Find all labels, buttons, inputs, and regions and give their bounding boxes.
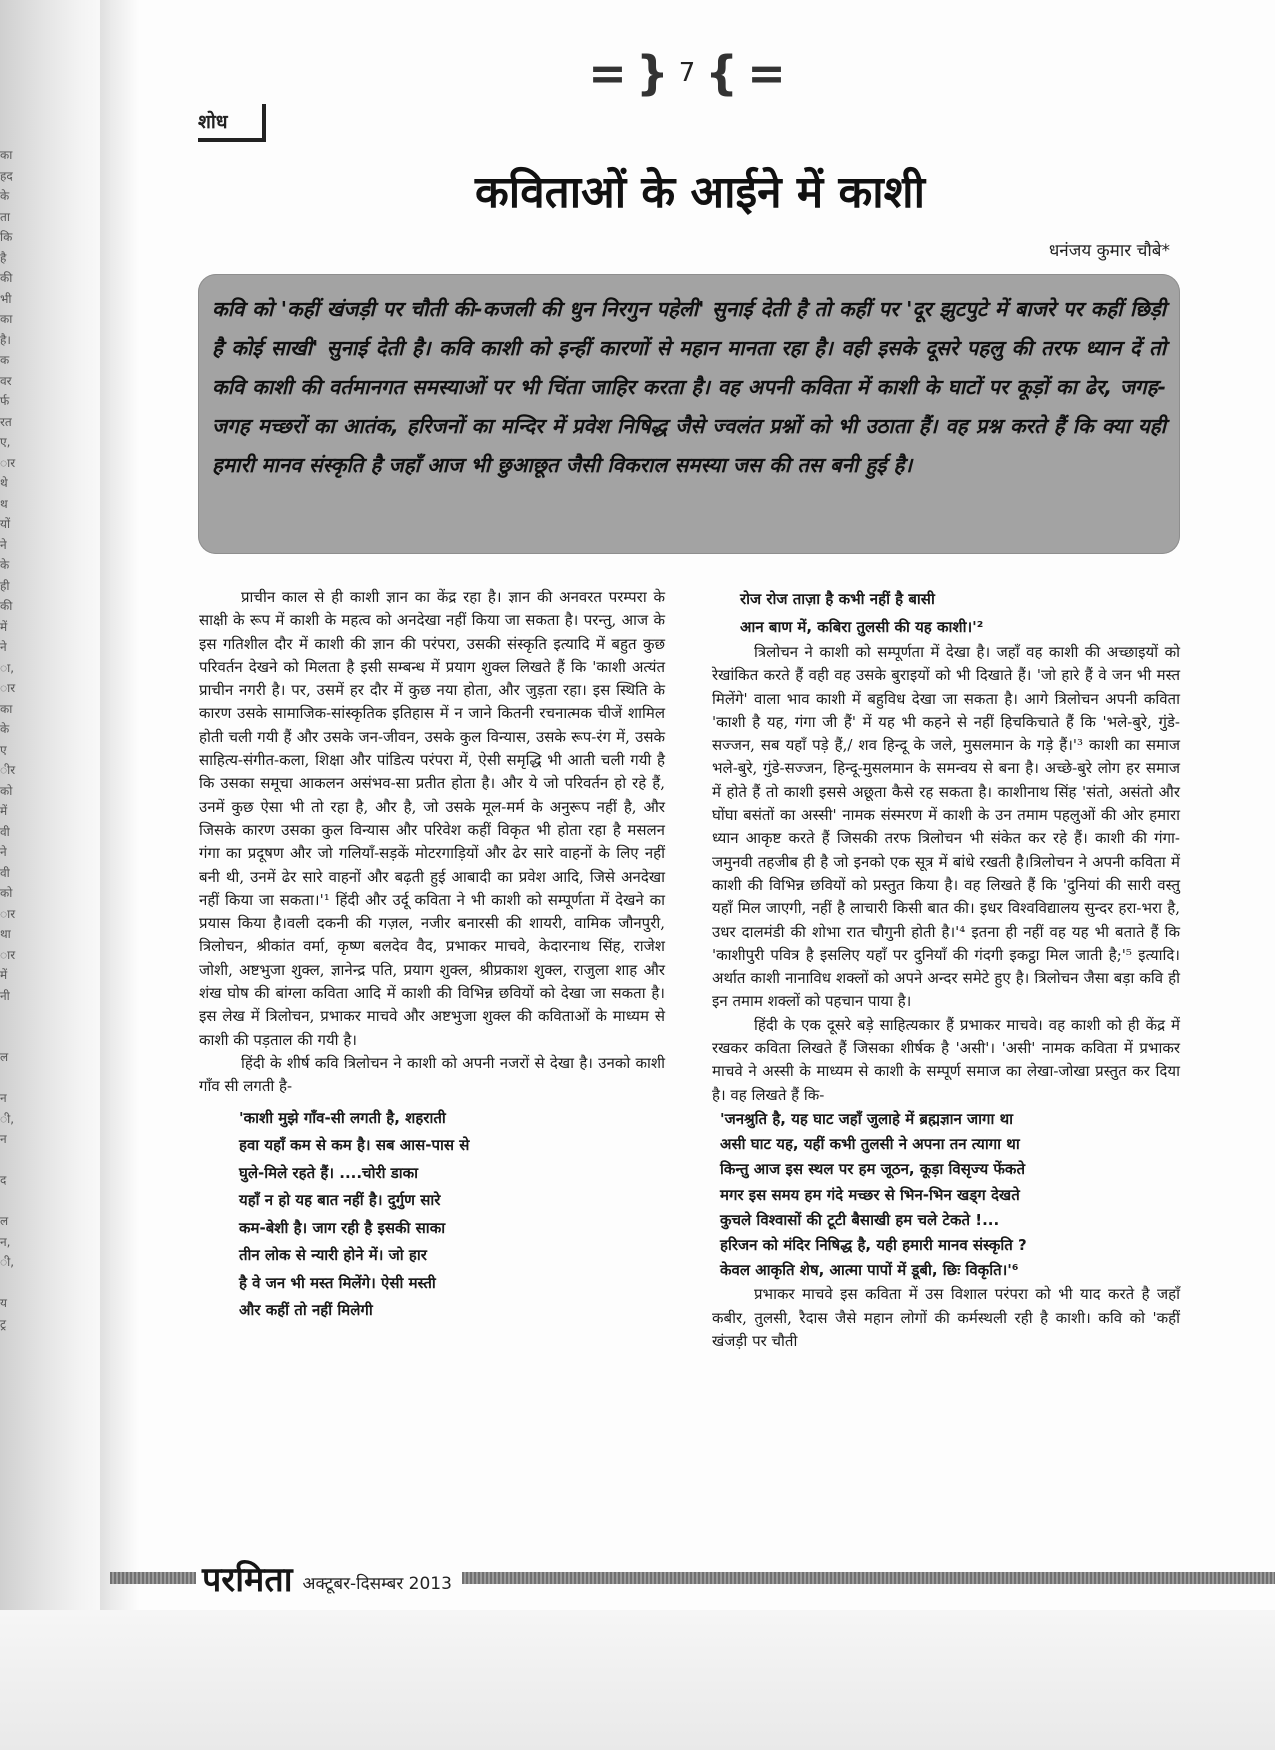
adjacent-page-fragment: के — [0, 189, 10, 203]
adjacent-page-fragment: वी — [0, 865, 10, 880]
gutter-shadow — [100, 0, 140, 1750]
adjacent-page-fragment: का — [0, 701, 13, 716]
poem-line: केवल आकृति शेष, आत्मा पापों में डूबी, छिः विकृति।'⁶ — [720, 1261, 1019, 1280]
adjacent-page-fragment: क — [0, 353, 10, 367]
adjacent-page-fragment: वर — [0, 373, 12, 388]
adjacent-page-fragment: वी — [0, 824, 10, 839]
adjacent-page-fragment: था — [0, 927, 11, 941]
adjacent-page-fragment: में — [0, 619, 8, 634]
poem-line: घुले-मिले रहते हैं। ....चोरी डाका — [239, 1163, 419, 1182]
right-paragraph-1: त्रिलोचन ने काशी को सम्पूर्णता में देखा है। जहाँ वह काशी की अच्छाइयों को रेखांकित करते हैं वही वह उसके बुराइयों को भी दिखाते हैं। 'जो हारे हैं वे जन भी मस्त मिलेंगे' वाला भाव काशी में बहुविध देखा जा सकता है। आगे त्रिलोचन अपनी कविता 'काशी है यह, गंगा जी हैं' में यह भी कहने से नहीं हिचकिचाते हैं कि 'भले-बुरे, गुंडे-सज्जन, सब यहाँ पड़े हैं,/ शव हिन्दू के जले, मुसलमान के गड़े हैं।'³ काशी का समाज भले-बुरे, गुंडे-सज्जन, हिन्दू-मुसलमान के समन्वय से बना है। अच्छे-बुरे लोग हर समाज में होते हैं तो काशी इससे अछूता कैसे रह सकता है। काशीनाथ सिंह 'संतो, असंतो और घोंघा बसंतों का अस्सी' नामक संस्मरण में काशी के उन तमाम पहलुओं की ओर हमारा ध्यान आकृष्ट करते हैं जिसकी तरफ त्रिलोचन भी संकेत कर रहे हैं। काशी की गंगा-जमुनवी तहजीब ही है जो इनको एक सूत्र में बांधे रखती है।त्रिलोचन ने अपनी कविता में काशी की विभिन्न छवियों को प्रस्तुत किया है। वह लिखते हैं कि 'दुनियां की सारी वस्तु यहाँ मिल जाएगी, नहीं है लाचारी किसी बात की। इधर विश्वविद्यालय सुन्दर हरा-भरा है, उधर दालमंडी की शोभा रात चौगुनी होती है।'⁴ इतना ही नहीं वह यह भी बताते हैं कि 'काशीपुरी पवित्र है इसलिए यहाँ पर दुनियाँ की गंदगी इकट्ठा मिल जाती है;'⁵ इत्यादि। अर्थात काशी नानाविध शक्लों को अपने अन्दर समेटे हुए है। त्रिलोचन जैसा बड़ा कवि ही इन तमाम शक्लों को पहचान पाया है। — [712, 643, 1180, 1011]
adjacent-page-fragment: में — [0, 968, 8, 982]
adjacent-page-fragment: के — [0, 722, 10, 736]
adjacent-page-fragment: यों — [0, 517, 11, 531]
section-label-bar — [262, 104, 266, 142]
adjacent-page-fragment: की — [0, 599, 13, 613]
adjacent-page-fragment — [0, 1068, 26, 1089]
magazine-brand: परमिता — [202, 1560, 293, 1600]
adjacent-page-fragment: ार — [0, 906, 16, 921]
right-column — [712, 586, 1180, 1353]
abstract-box — [198, 274, 1180, 554]
adjacent-page-fragment: ल — [0, 1050, 9, 1064]
adjacent-page-fragment: ने — [0, 845, 7, 859]
adjacent-page — [0, 0, 110, 1750]
adjacent-page-fragment: ी, — [0, 1255, 15, 1269]
page-number-left-ornament: = } — [588, 46, 669, 100]
scan-bottom-margin — [0, 1610, 1275, 1750]
adjacent-page-fragment: ने — [0, 537, 7, 552]
right-paragraph-3: प्रभाकर माचवे इस कविता में उस विशाल परंपरा को भी याद करते है जहाँ कबीर, तुलसी, रैदास जैसे महान लोगों की कर्मस्थली रही है काशी। कवि को 'कहीं खंजड़ी पर चौती — [712, 1285, 1180, 1350]
adjacent-page-fragment — [0, 1191, 26, 1212]
adjacent-page-fragment — [0, 1027, 26, 1048]
adjacent-page-fragment: का — [0, 312, 13, 326]
poem-line: कम-बेशी है। जाग रही है इसकी साका — [239, 1218, 446, 1237]
poem-line: 'जनश्रुति है, यह घाट जहाँ जुलाहे में ब्रह्मज्ञान जागा था — [720, 1109, 1014, 1128]
poem-line: हरिजन को मंदिर निषिद्ध है, यही हमारी मानव संस्कृति ? — [720, 1235, 1027, 1254]
adjacent-page-fragment: ता — [0, 209, 10, 224]
poem-line: रोज रोज ताज़ा है कभी नहीं है बासी — [740, 590, 935, 608]
adjacent-page-fragment: है — [0, 250, 7, 265]
adjacent-page-fragment: नी — [0, 988, 10, 1003]
adjacent-page-fragment: थे — [0, 476, 8, 490]
poem-line: 'काशी मुझे गाँव-सी लगती है, शहराती — [239, 1108, 446, 1127]
adjacent-page-fragment: ार — [0, 681, 16, 695]
adjacent-page-fragment: में — [0, 804, 8, 818]
adjacent-page-fragment: के — [0, 558, 10, 572]
abstract-text: कवि को 'कहीं खंजड़ी पर चौती की-कजली की धुन निरगुन पहेली' सुनाई देती है तो कहीं पर 'दूर झुटपुटे में बाजरे पर कहीं छिड़ी है कोई साखी' सुनाई देती है। कवि काशी को इन्हीं कारणों से महान मानता रहा है। वही इसके दूसरे पहलु की तरफ ध्यान दें तो कवि काशी की वर्तमानगत समस्याओं पर भी चिंता जाहिर करता है। वह अपनी कविता में काशी के घाटों पर कूड़ों का ढेर, जगह-जगह मच्छरों का आतंक, हरिजनों का मन्दिर में प्रवेश निषिद्ध जैसे ज्वलंत प्रश्नों को भी उठाता हैं। वह प्रश्न करते हैं कि क्या यही हमारी मानव संस्कृति है जहाँ आज भी छुआछूत जैसी विकराल समस्या जस की तस बनी हुई है। — [212, 297, 1166, 477]
adjacent-page-fragment: ा, — [0, 660, 15, 675]
poem-line: तीन लोक से न्यारी होने में। जो हार — [239, 1246, 427, 1265]
adjacent-page-fragment: ार — [0, 455, 16, 470]
adjacent-page-fragment: ही — [0, 578, 10, 593]
adjacent-page-text — [0, 145, 26, 1334]
adjacent-page-fragment — [0, 1273, 26, 1294]
adjacent-page-fragment: ट्र — [0, 1316, 7, 1331]
left-paragraph-2: हिंदी के शीर्ष कवि त्रिलोचन ने काशी को अपनी नजरों से देखा है। उनको काशी गाँव सी लगती है- — [199, 1053, 665, 1096]
poem-line: आन बाण में, कबिरा तुलसी की यह काशी।'² — [740, 617, 984, 636]
page-number-right-ornament: { = — [705, 46, 786, 100]
left-column — [199, 586, 665, 1325]
footer-logo — [196, 1555, 462, 1601]
adjacent-page-fragment: र्फ — [0, 394, 10, 408]
adjacent-page-fragment: ल — [0, 1214, 9, 1228]
adjacent-page-fragment: ए — [0, 742, 7, 757]
adjacent-page-fragment: ार — [0, 947, 16, 962]
page-number-value: 7 — [678, 58, 696, 88]
poem-line: हवा यहाँ कम से कम है। सब आस-पास से — [239, 1136, 470, 1155]
adjacent-page-fragment — [0, 1150, 26, 1171]
adjacent-page-fragment: भी — [0, 291, 12, 306]
adjacent-page-fragment: न — [0, 1091, 7, 1105]
section-label-underline — [198, 138, 266, 142]
poem-line: कुचले विश्वासों की टूटी बैसाखी हम चले टेकते !... — [720, 1210, 1000, 1229]
poem-line: यहाँ न हो यह बात नहीं है। दुर्गुण सारे — [239, 1191, 441, 1210]
adjacent-page-fragment: है। — [0, 332, 11, 347]
section-label: शोध — [198, 111, 228, 133]
page-number — [588, 46, 786, 100]
right-paragraph-2: हिंदी के एक दूसरे बड़े साहित्यकार हैं प्रभाकर माचवे। वह काशी को ही केंद्र में रखकर कविता लिखते हैं जिसका शीर्षक है 'असी'। 'असी' नामक कविता में प्रभाकर माचवे ने अस्सी के माध्यम से काशी के सम्पूर्ण समाज का लेखा-जोखा प्रस्तुत कर दिया है। वह लिखते हैं कि- — [712, 1015, 1180, 1104]
adjacent-page-fragment: थ — [0, 496, 8, 511]
trilochan-poem-continued — [712, 586, 1180, 641]
adjacent-page-fragment: की — [0, 271, 13, 285]
trilochan-poem — [199, 1105, 665, 1325]
adjacent-page-fragment: न, — [0, 1234, 11, 1249]
adjacent-page-fragment: को — [0, 783, 13, 798]
adjacent-page-fragment: ए, — [0, 435, 11, 449]
poem-line: मगर इस समय हम गंदे मच्छर से भिन-भिन खड्ग देखते — [720, 1185, 1020, 1204]
issue-date: अक्टूबर-दिसम्बर 2013 — [302, 1573, 452, 1594]
poem-line: है वे जन भी मस्त मिलेंगे। ऐसी मस्ती — [239, 1273, 436, 1292]
adjacent-page-fragment: रत — [0, 414, 12, 429]
poem-line: और कहीं तो नहीं मिलेगी — [239, 1301, 373, 1320]
adjacent-page-fragment: द — [0, 1173, 7, 1187]
adjacent-page-fragment: य — [0, 1296, 7, 1310]
poem-line: असी घाट यह, यहीं कभी तुलसी ने अपना तन त्यागा था — [720, 1135, 1020, 1154]
poem-line: किन्तु आज इस स्थल पर हम जूठन, कूड़ा विसृज्य फेंकते — [720, 1160, 1025, 1179]
adjacent-page-fragment: को — [0, 886, 13, 900]
left-paragraph-1: प्राचीन काल से ही काशी ज्ञान का केंद्र रहा है। ज्ञान की अनवरत परम्परा के साक्षी के रूप में काशी के महत्व को अनदेखा नहीं किया जा सकता है। परन्तु, आज के इस गतिशील दौर में काशी की ज्ञान की परंपरा, उसकी संस्कृति इत्यादि में बहुत कुछ परिवर्तन देखने को मिलता है इसी सम्बन्ध में प्रयाग शुक्ल लिखते हैं कि 'काशी अत्यंत प्राचीन नगरी है। पर, उसमें हर दौर में कुछ नया होता, और जुड़ता रहा। इस स्थिति के कारण उसके सामाजिक-सांस्कृतिक इतिहास में न जाने कितनी रचनात्मक चीजें शामिल होती चली गयी हैं और उसके जन-जीवन, उसके कुल विन्यास, उसके रूप-रंग में, उसके साहित्य-संगीत-कला, शिक्षा और पांडित्य परंपरा में, ऐसी समृद्धि भी आती चली गयी है कि उसका समूचा आकलन असंभव-सा प्रतीत होता है। और ये जो परिवर्तन हो रहे हैं, उनमें कुछ ऐसा भी तो रहा है, और है, जो उसके मूल-मर्म के अनुरूप नहीं है, और जिसके कारण उसका कुल विन्यास और परिवेश कहीं विकृत भी होता रहा है मसलन गंगा का प्रदूषण और जो गलियाँ-सड़कें मोटरगाड़ियों और ढेर सारे वाहनों के लिए नहीं बनी थी, उनमें ढेर सारे वाहनों और बढ़ती हुई आबादी का प्रवेश आदि, जिसे अनदेखा नहीं किया जा सकता।'¹ हिंदी और उर्दू कविता ने भी काशी को सम्पूर्णता में देखने का प्रयास किया है।वली दकनी की गज़ल, नजीर बनारसी की शायरी, वामिक जौनपुरी, त्रिलोचन, श्रीकांत वर्मा, कृष्ण बलदेव वैद, प्रभाकर माचवे, केदारनाथ सिंह, राजेश जोशी, अष्टभुजा शुक्ल, ज्ञानेन्द्र पति, प्रयाग शुक्ल, श्रीप्रकाश शुक्ल, राजुला शाह और शंख घोष की बांग्ला कविता आदि में काशी की विभिन्न छवियों को देखा जा सकता है। इस लेख में त्रिलोचन, प्रभाकर माचवे और अष्टभुजा शुक्ल की कविताओं के माध्यम से काशी की पड़ताल की गयी है। — [199, 588, 665, 1049]
machwe-poem — [712, 1107, 1180, 1283]
adjacent-page-fragment: ीर — [0, 763, 16, 777]
adjacent-page-fragment — [0, 1006, 26, 1027]
article-title: कविताओं के आईने में काशी — [475, 167, 925, 218]
adjacent-page-fragment: न — [0, 1132, 7, 1146]
adjacent-page-fragment: ने — [0, 640, 7, 654]
article-author: धनंजय कुमार चौबे* — [1048, 241, 1170, 261]
adjacent-page-fragment: कि — [0, 230, 13, 244]
adjacent-page-fragment: हद — [0, 168, 13, 183]
adjacent-page-fragment: ी, — [0, 1111, 15, 1126]
adjacent-page-fragment: का — [0, 148, 13, 162]
